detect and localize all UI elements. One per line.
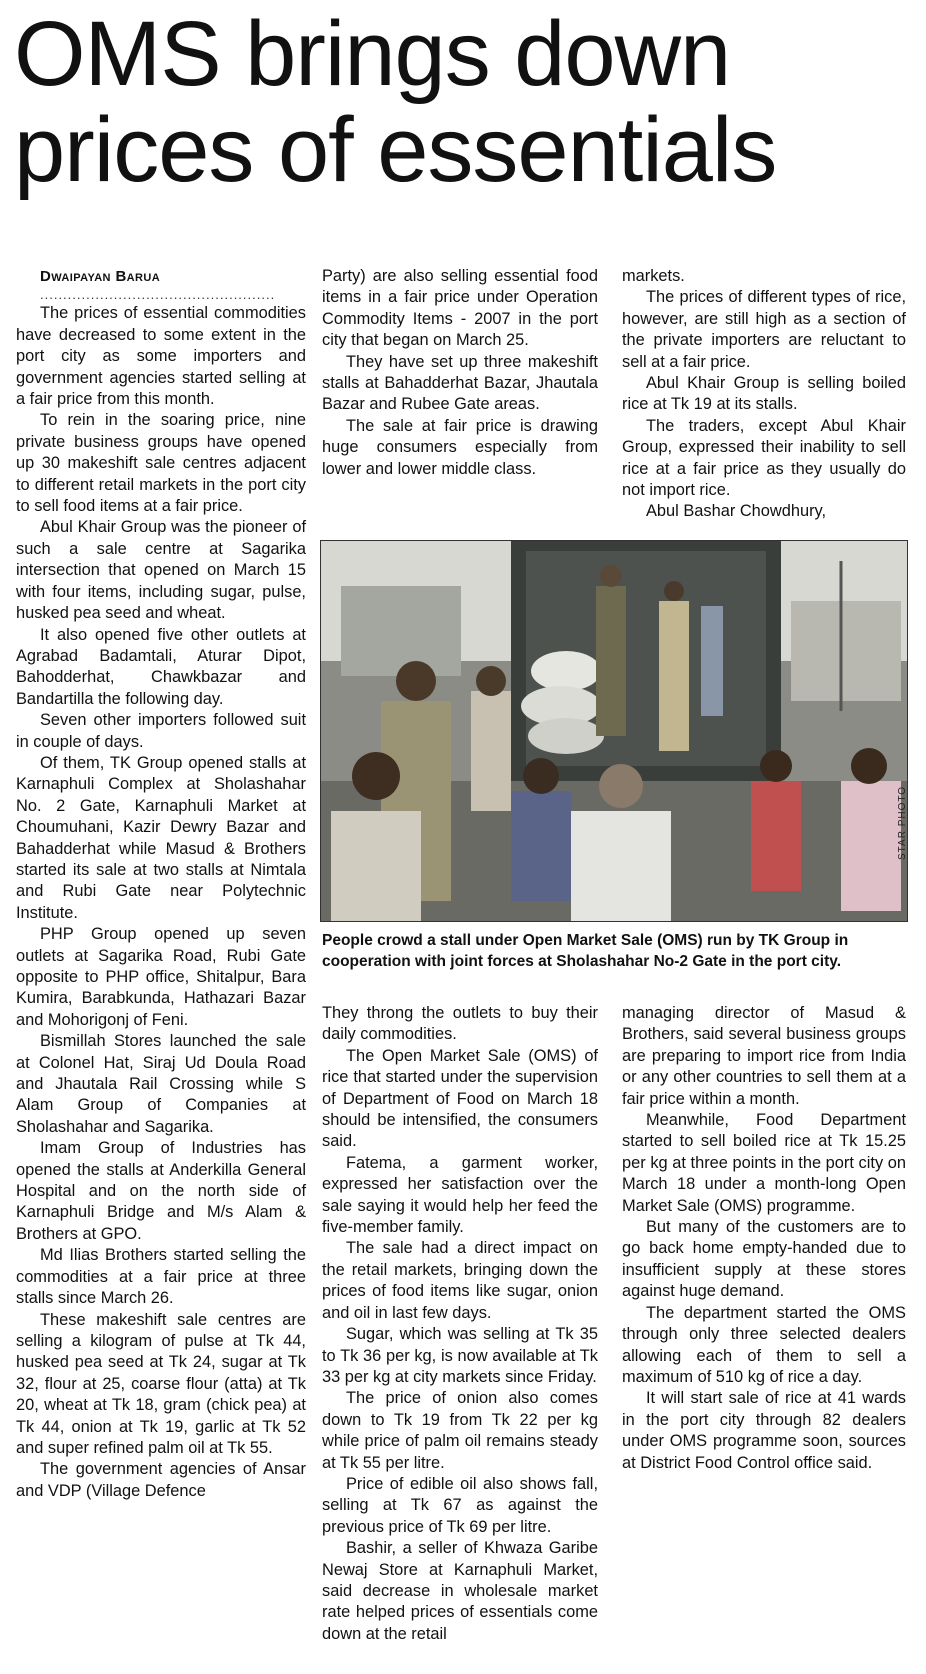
paragraph: But many of the customers are to go back home empty-handed due to insufficient supply at these stores against huge demand. — [622, 1218, 906, 1301]
column-1-body — [16, 303, 306, 1502]
paragraph: managing director of Masud & Brothers, said several business groups are preparing to import rice from India or any other countries to sell them at a fair price within a month. — [622, 1004, 906, 1108]
column-2-top — [322, 266, 598, 480]
paragraph: The traders, except Abul Khair Group, expressed their inability to sell rice at a fair price as they usually do not import rice. — [622, 416, 906, 500]
column-3-top-body — [622, 266, 906, 523]
paragraph: The price of onion also comes down to Tk 19 from Tk 22 per kg while price of palm oil remains steady at Tk 55 per litre. — [322, 1389, 598, 1472]
byline: Dwaipayan Barua — [40, 268, 161, 285]
paragraph: Bismillah Stores launched the sale at Colonel Hat, Siraj Ud Doula Road and Jhautala Rail Crossing while S Alam Group of Companies at Sholashahar and Sagarika. — [16, 1032, 306, 1136]
column-1 — [16, 266, 306, 1502]
headline: OMS brings down prices of essentials — [14, 3, 777, 201]
paragraph: Abul Bashar Chowdhury, — [646, 502, 827, 521]
column-3-bottom — [622, 1003, 906, 1474]
column-2-bottom — [322, 1003, 598, 1645]
news-photo — [320, 540, 908, 922]
paragraph: Price of edible oil also shows fall, selling at Tk 67 as against the previous price of Tk 69 per litre. — [322, 1474, 598, 1536]
column-3-bottom-body — [622, 1003, 906, 1474]
paragraph: To rein in the soaring price, nine private business groups have opened up 30 makeshift sale centres adjacent to different retail markets in the port city to sell food items at a fair price. — [16, 411, 306, 516]
paragraph: The prices of essential commodities have decreased to some extent in the port city as some importers and government agencies started selling at a fair price from this month. — [16, 304, 306, 409]
paragraph: Bashir, a seller of Khwaza Garibe Newaj Store at Karnaphuli Market, said decrease in wholesale market rate helped prices of essentials come down at the retail — [322, 1539, 598, 1643]
paragraph: These makeshift sale centres are selling a kilogram of pulse at Tk 44, husked pea seed at Tk 24, sugar at Tk 32, flour at 25, coarse flour (atta) at Tk 20, wheat at Tk 18, gram (chick pea) at Tk 44, onion at Tk 19, garlic at Tk 52 and super refined palm oil at Tk 55. — [16, 1310, 306, 1457]
paragraph: Md Ilias Brothers started selling the commodities at a fair price at three stalls since March 26. — [16, 1246, 306, 1308]
photo-caption: People crowd a stall under Open Market Sale (OMS) run by TK Group in cooperation with joint forces at Sholashahar No-2 Gate in the port city. — [322, 932, 849, 970]
paragraph: Abul Khair Group was the pioneer of such a sale centre at Sagarika intersection that opened on March 15 with four items, including sugar, pulse, husked pea seed and wheat. — [16, 518, 306, 623]
paragraph: The department started the OMS through only three selected dealers allowing each of them to sell a maximum of 510 kg of rice a day. — [622, 1303, 906, 1386]
paragraph: The sale at fair price is drawing huge consumers especially from lower and lower middle class. — [322, 416, 598, 478]
photo-credit: STAR PHOTO — [897, 785, 908, 860]
paragraph: PHP Group opened up seven outlets at Sagarika Road, Rubi Gate opposite to PHP office, Shitalpur, Bara Kumira, Barabkunda, Hathazari Bazar and Mohorigonj of Feni. — [16, 925, 306, 1029]
paragraph: It will start sale of rice at 41 wards in the port city through 82 dealers under OMS programme soon, sources at District Food Control office said. — [622, 1389, 906, 1472]
byline-rule: ................................................... — [40, 287, 276, 303]
paragraph: Sugar, which was selling at Tk 35 to Tk 36 per kg, is now available at Tk 33 per kg at city markets since Friday. — [322, 1325, 598, 1386]
paragraph: Party) are also selling essential food items in a fair price under Operation Commodity Items - 2007 in the port city that began on March 25. — [322, 267, 598, 350]
paragraph: The prices of different types of rice, however, are still high as a section of the private importers are reluctant to sell at a fair price. — [622, 288, 906, 371]
column-2-top-body — [322, 266, 598, 480]
column-2-bottom-body — [322, 1003, 598, 1645]
paragraph: They have set up three makeshift stalls at Bahadderhat Bazar, Jhautala Bazar and Rubee Gate areas. — [322, 352, 598, 414]
paragraph: Imam Group of Industries has opened the stalls at Anderkilla General Hospital and on the north side of Karnaphuli Bridge and M/s Alam & Brothers at GPO. — [16, 1139, 306, 1243]
paragraph: markets. — [622, 267, 685, 285]
paragraph: Seven other importers followed suit in couple of days. — [16, 711, 306, 751]
paragraph: Abul Khair Group is selling boiled rice at Tk 19 at its stalls. — [622, 374, 906, 414]
paragraph: The government agencies of Ansar and VDP (Village Defence — [16, 1460, 306, 1500]
paragraph: Fatema, a garment worker, expressed her satisfaction over the sale saying it would help her feed the five-member family. — [322, 1153, 598, 1237]
paragraph: They throng the outlets to buy their daily commodities. — [322, 1004, 598, 1044]
paragraph: Of them, TK Group opened stalls at Karnaphuli Complex at Sholashahar No. 2 Gate, Karnaphuli Market at Choumuhani, Kazir Dewry Bazar and Bahadderhat while Masud & Brothers started its sale at two stalls at Nimtala and Rubi Gate near Polytechnic Institute. — [16, 753, 306, 922]
column-3-top — [622, 266, 906, 523]
paragraph: The sale had a direct impact on the retail markets, bringing down the prices of food items like sugar, onion and oil in last few days. — [322, 1239, 598, 1322]
paragraph: The Open Market Sale (OMS) of rice that started under the supervision of Department of Food on March 18 should be intensified, the consumers said. — [322, 1046, 598, 1151]
paragraph: It also opened five other outlets at Agrabad Badamtali, Aturar Dipot, Bahodderhat, Chawkbazar and Bandartilla the following day. — [16, 625, 306, 708]
paragraph: Meanwhile, Food Department started to sell boiled rice at Tk 15.25 per kg at three points in the port city on March 18 under a month-long Open Market Sale (OMS) programme. — [622, 1111, 906, 1215]
